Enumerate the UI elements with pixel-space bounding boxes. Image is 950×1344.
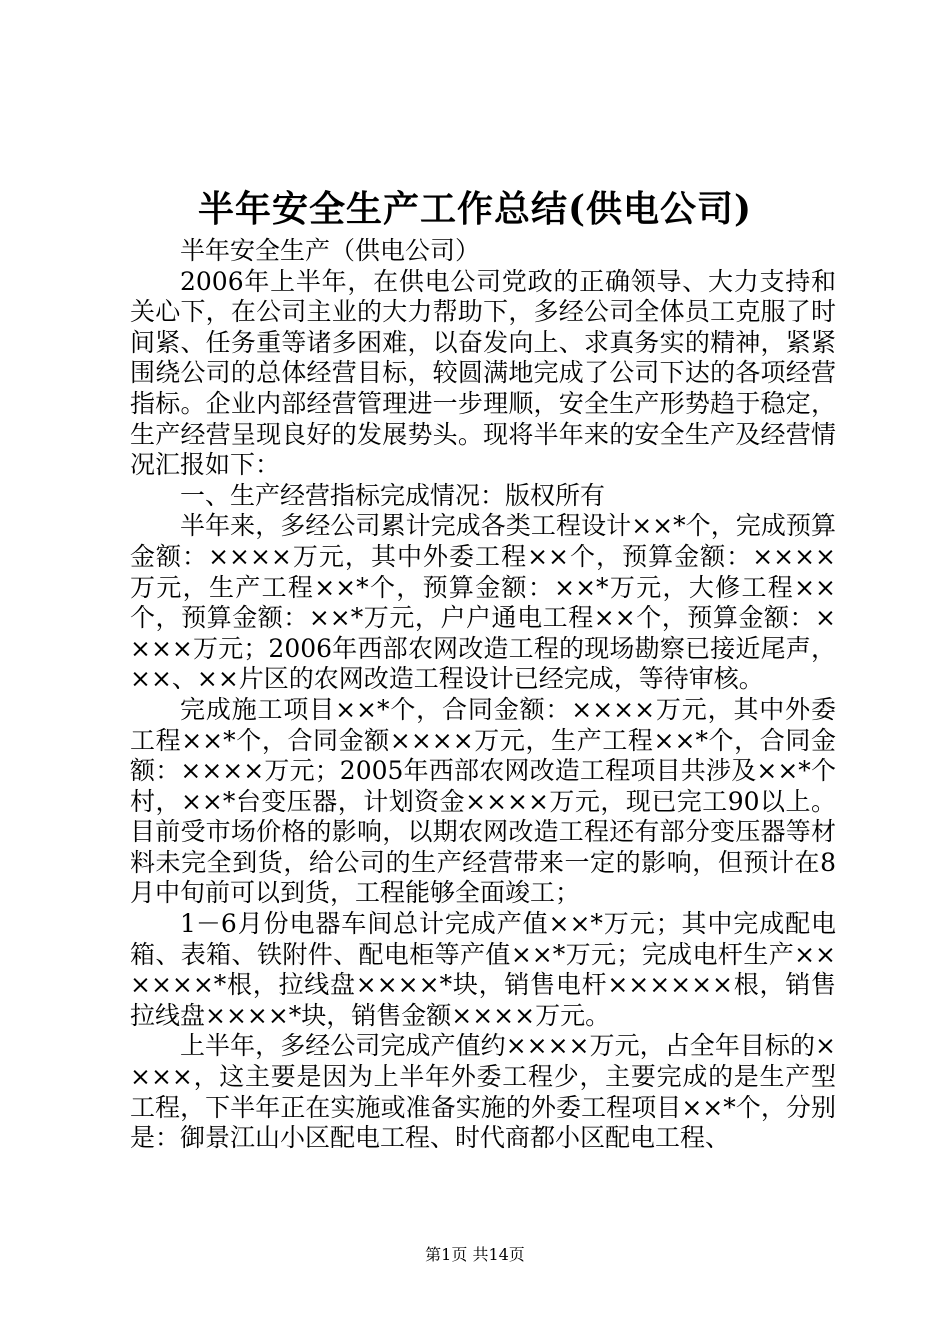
paragraph-intro: 2006年上半年，在供电公司党政的正确领导、大力支持和关心下，在公司主业的大力帮助下，多经公司全体员工克服了时间紧、任务重等诸多困难，以奋发向上、求真务实的精神，紧紧围绕公司的总体经营目标，较圆满地完成了公司下达的各项经营指标。企业内部经营管理进一步理顺，安全生产形势趋于稳定，生产经营呈现良好的发展势头。现将半年来的安全生产及经营情况汇报如下：: [130, 266, 836, 480]
paragraph-construction: 完成施工项目××*个，合同金额：××××万元，其中外委工程××*个，合同金额××××万元，生产工程××*个，合同金额：××××万元；2005年西部农网改造工程项目共涉及××*个村，××*台变压器，计划资金××××万元，现已完工90以上。目前受市场价格的影响，以期农网改造工程还有部分变压器等材料未完全到货，给公司的生产经营带来一定的影响，但预计在8月中旬前可以到货，工程能够全面竣工；: [130, 694, 836, 908]
paragraph-subtitle: 半年安全生产（供电公司）: [180, 236, 481, 265]
document-title: 半年安全生产工作总结(供电公司): [197, 188, 753, 230]
paragraph-summary: 上半年，多经公司完成产值约××××万元，占全年目标的××××，这主要是因为上半年外委工程少，主要完成的是生产型工程，下半年正在实施或准备实施的外委工程项目××*个，分别是：御景江山小区配电工程、时代商都小区配电工程、: [130, 1031, 836, 1153]
document-body: [130, 236, 836, 1154]
paragraph-workshop: 1－6月份电器车间总计完成产值××*万元；其中完成配电箱、表箱、铁附件、配电柜等产值××*万元；完成电杆生产××××××*根，拉线盘××××*块，销售电杆××××××根，销售拉线盘××××*块，销售金额××××万元。: [130, 909, 836, 1030]
section-heading: 一、生产经营指标完成情况：版权所有: [180, 480, 606, 510]
paragraph-design: 半年来，多经公司累计完成各类工程设计××*个，完成预算金额：××××万元，其中外委工程××个，预算金额：××××万元，生产工程××*个，预算金额：××*万元，大修工程××个，预算金额：××*万元，户户通电工程××个，预算金额：××××万元；2006年西部农网改造工程的现场勘察已接近尾声，××、××片区的农网改造工程设计已经完成，等待审核。: [130, 511, 836, 694]
page-footer: 第1页 共14页: [425, 1245, 525, 1264]
